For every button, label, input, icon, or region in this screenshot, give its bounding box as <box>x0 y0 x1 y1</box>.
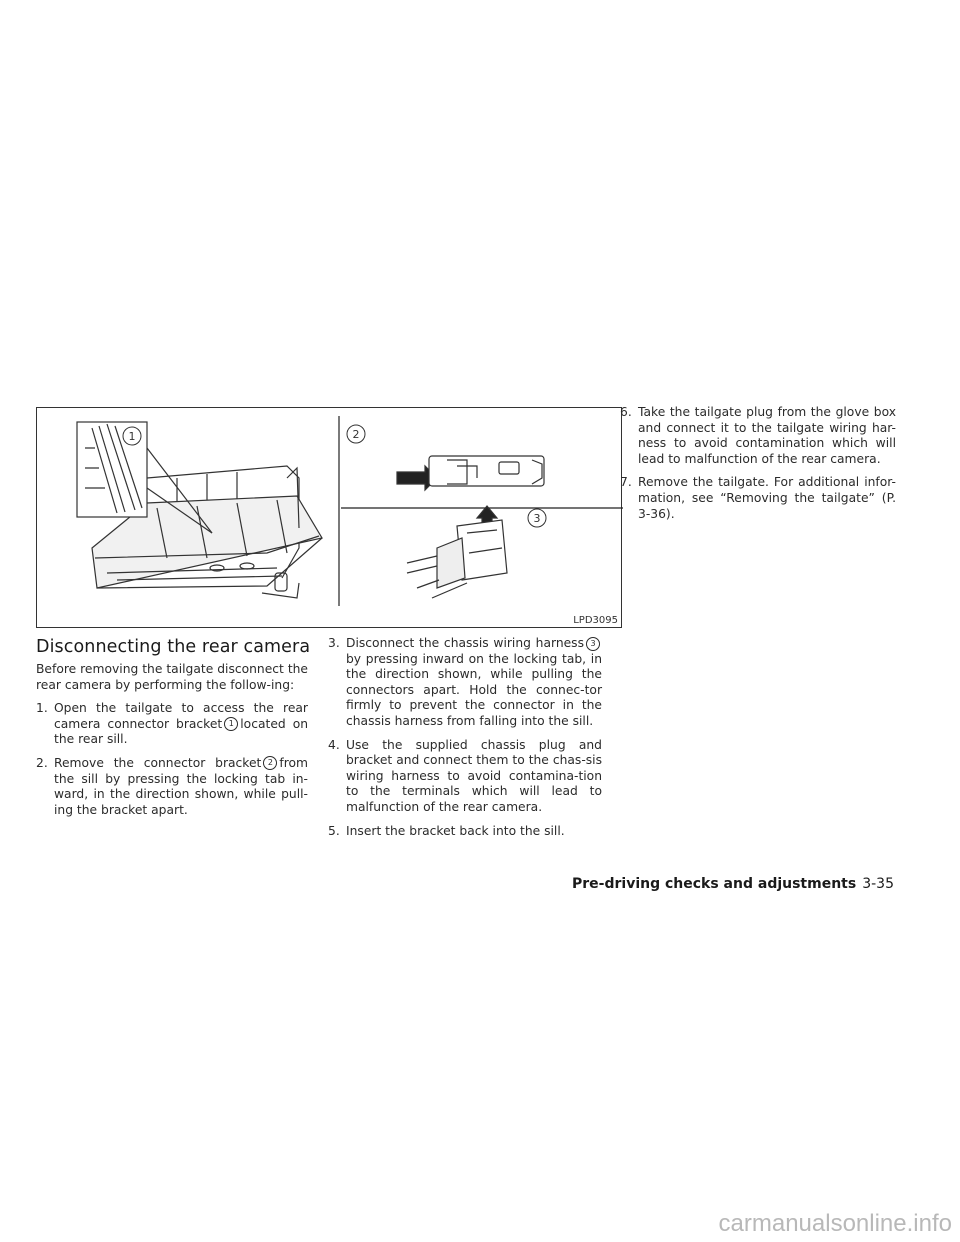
figure-code: LPD3095 <box>573 615 618 626</box>
svg-text:2: 2 <box>352 428 360 441</box>
step-item-3 <box>328 636 602 730</box>
page-number: 3-35 <box>862 876 894 892</box>
text-column-2 <box>328 636 602 847</box>
step-list-3 <box>620 405 896 522</box>
step-item-5 <box>328 824 602 840</box>
callout-badge: 1 <box>224 717 238 731</box>
step-list-2 <box>328 636 602 839</box>
step-number: 3. <box>328 636 340 650</box>
step-text-before: Remove the connector bracket <box>54 755 262 770</box>
step-text <box>54 756 308 818</box>
callout-2 <box>347 425 365 443</box>
svg-text:3: 3 <box>533 512 541 525</box>
svg-text:1: 1 <box>128 430 136 443</box>
connector-bracket-drawing <box>397 456 544 490</box>
step-text-before: Disconnect the chassis wiring harness <box>346 636 584 650</box>
intro-paragraph: Before removing the tailgate disconnect the rear camera by performing the follow-ing: <box>36 662 308 692</box>
tailgate-illustration <box>37 408 623 629</box>
step-item-7 <box>620 475 896 522</box>
harness-connector-drawing <box>407 506 507 598</box>
text-column-1 <box>36 662 308 826</box>
text-column-3 <box>620 405 896 530</box>
step-text-after: by pressing inward on the locking tab, in the direction shown, while pulling the connectors apart. Hold the connec-tor firmly to prevent the connector in the chassis harness from falling into the sill. <box>346 651 602 728</box>
callout-3 <box>528 509 546 527</box>
step-text: Take the tailgate plug from the glove box and connect it to the tailgate wiring har-ness to avoid contamination which will lead to malfunction of the rear camera. <box>638 405 896 466</box>
illustration-figure <box>36 407 622 628</box>
step-item-6 <box>620 405 896 467</box>
callout-1 <box>123 427 141 445</box>
page-footer <box>572 876 894 892</box>
step-text: Remove the tailgate. For additional infor-mation, see “Removing the tailgate” (P. 3-36). <box>638 475 896 521</box>
step-text <box>346 636 602 730</box>
step-number: 4. <box>328 737 340 752</box>
step-item-4 <box>328 738 602 816</box>
step-list-1 <box>36 701 308 818</box>
step-item-1 <box>36 701 308 748</box>
step-number: 1. <box>36 701 48 716</box>
step-number: 2. <box>36 755 48 770</box>
section-title: Disconnecting the rear camera <box>36 637 311 657</box>
callout-badge: 2 <box>263 756 277 770</box>
step-item-2 <box>36 756 308 818</box>
step-text-after: located on the rear sill. <box>54 716 309 747</box>
watermark: carmanualsonline.info <box>718 1210 952 1237</box>
step-text: Insert the bracket back into the sill. <box>346 823 565 838</box>
step-number: 6. <box>620 405 632 419</box>
step-text-after: from the sill by pressing the locking tab in-ward, in the direction shown, while pull-ing the bracket apart. <box>54 755 308 817</box>
footer-section-title: Pre-driving checks and adjustments <box>572 876 857 892</box>
step-text <box>54 701 308 748</box>
step-text: Use the supplied chassis plug and bracket and connect them to the chas-sis wiring harness to avoid contamina-tion to the terminals which will lead to malfunction of the rear camera. <box>346 737 602 814</box>
callout-badge: 3 <box>586 637 600 651</box>
step-number: 5. <box>328 823 340 838</box>
step-number: 7. <box>620 475 632 490</box>
step-text-before: Open the tailgate to access the rear camera connector bracket <box>54 701 308 731</box>
